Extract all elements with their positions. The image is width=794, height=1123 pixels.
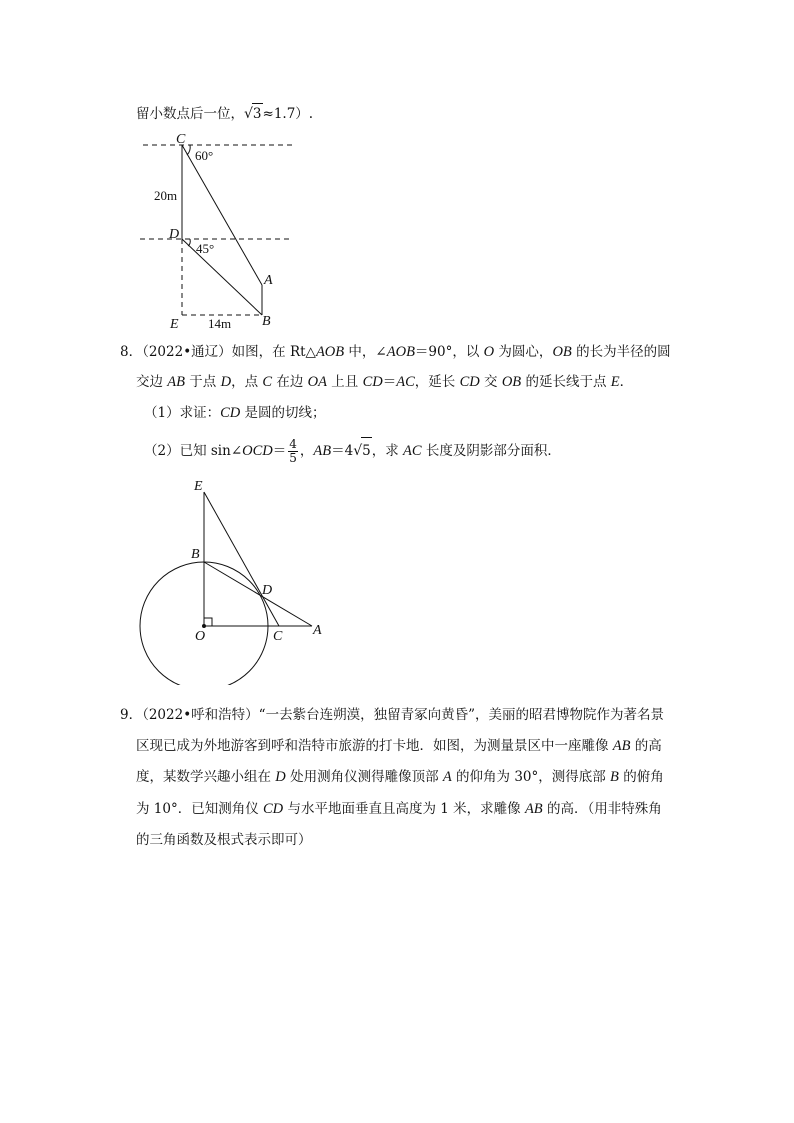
q8-text: ＝ [382, 374, 397, 390]
q8-text: （2）已知 sin∠ [144, 443, 243, 459]
fig7-angle-c: 60° [195, 148, 214, 163]
sqrt-sign: √ [353, 443, 363, 459]
q8-var: AC [396, 374, 415, 390]
q8-var: AB [313, 443, 332, 459]
q9-var: AB [524, 801, 543, 817]
q8-var: D [220, 374, 232, 390]
q9-text: 处用测角仪测得雕像顶部 [285, 769, 443, 785]
q8-text: 的延长线于点 [521, 374, 611, 390]
q9-text: 的三角函数及根式表示即可） [136, 832, 312, 848]
fraction-denominator: 5 [289, 451, 297, 465]
q8-var: AC [403, 443, 422, 459]
q9-source: （2022•呼和浩特） [142, 707, 259, 723]
q9-text: 的高 [630, 738, 662, 754]
q8-text: 于点 [185, 374, 221, 390]
q8-var: OA [307, 374, 327, 390]
q8-text: 如图，在 Rt△ [231, 344, 316, 360]
fig7-label-d: D [169, 227, 180, 242]
q8-part-2 [144, 437, 561, 465]
q8-text: （1）求证： [144, 405, 221, 421]
q8-text: ，点 [231, 374, 263, 390]
q8-text: 上且 [327, 374, 363, 390]
fraction-numerator: 4 [289, 437, 297, 451]
fig8-label-b: B [191, 547, 200, 562]
q8-text: ＝4 [331, 443, 354, 459]
q8-var: E [610, 374, 620, 390]
fraction [288, 438, 298, 465]
q8-var: OB [501, 374, 522, 390]
q9-number: 9． [120, 707, 143, 723]
q9-line-4 [136, 799, 662, 819]
q9-var: A [442, 769, 452, 785]
segment-ec [204, 492, 279, 626]
q8-text: 长度及阴影部分面积． [421, 443, 561, 459]
sqrt-radicand: 3 [252, 103, 263, 124]
q9-var: AB [612, 738, 631, 754]
q8-part-1 [144, 403, 326, 423]
q8-source: （2022•通辽） [142, 344, 232, 360]
center-point-o [202, 624, 206, 628]
segment-ca [182, 145, 262, 285]
q7-tail-line [136, 103, 313, 124]
q8-text: ＝90°，以 [414, 344, 484, 360]
q8-text: ，延长 [414, 374, 460, 390]
fig7-label-e: E [170, 317, 179, 332]
q8-var: C [262, 374, 273, 390]
q8-text: 交边 [136, 374, 168, 390]
q8-var: CD [459, 374, 480, 390]
q8-text: 的长为半径的圆 [571, 344, 671, 360]
figure-q8 [135, 475, 330, 685]
q9-line-5 [136, 830, 312, 850]
q8-text: 在边 [272, 374, 308, 390]
q9-text: 为 10°．已知测角仪 [136, 801, 264, 817]
q9-text: “一去紫台连朔漠，独留青冢向黄昏”，美丽的昭君博物院作为著名景 [258, 707, 664, 723]
q8-var: O [483, 344, 495, 360]
sqrt-radicand: 5 [361, 437, 372, 464]
q8-line-2 [136, 372, 633, 392]
q8-text: ， [299, 443, 314, 459]
q8-text: ． [619, 374, 634, 390]
fig7-angle-d: 45° [196, 241, 215, 256]
sqrt-sign: √ [244, 106, 253, 122]
q9-var: D [275, 769, 286, 785]
q9-var: B [610, 769, 619, 785]
q9-text: 与水平地面垂直且高度为 1 米，求雕像 [283, 801, 525, 817]
fig8-label-o: O [195, 629, 206, 644]
q8-number: 8． [120, 344, 143, 360]
q9-text: 的俯角 [618, 769, 664, 785]
fig8-label-c: C [273, 629, 283, 644]
q8-var: AOB [315, 344, 345, 360]
segment-ba [204, 562, 312, 626]
q8-var: OCD [242, 443, 273, 459]
q8-var: AB [167, 374, 186, 390]
fig7-label-a: A [264, 273, 273, 288]
q7-tail-text: 留小数点后一位， [136, 106, 244, 122]
q9-text: 区现已成为外地游客到呼和浩特市旅游的打卡地．如图，为测量景区中一座雕像 [136, 738, 613, 754]
fig7-label-20m: 20m [154, 188, 178, 203]
q9-text: 的仰角为 30°，测得底部 [451, 769, 611, 785]
figure-q7 [140, 130, 310, 335]
q8-text: 为圆心， [494, 344, 553, 360]
segment-db [182, 239, 262, 315]
q8-line-1 [120, 342, 671, 362]
q8-var: CD [220, 405, 241, 421]
q7-tail-approx: ≈1.7）. [262, 106, 314, 122]
q9-text: 的高．（用非特殊角 [542, 801, 662, 817]
fig8-label-e: E [194, 479, 203, 494]
q8-text: 中，∠ [344, 344, 387, 360]
q8-text: 是圆的切线； [240, 405, 326, 421]
q9-line-3 [136, 767, 664, 787]
fig7-label-c: C [176, 132, 186, 147]
q9-text: 度，某数学兴趣小组在 [136, 769, 276, 785]
q8-var: AOB [386, 344, 415, 360]
q9-line-2 [136, 736, 662, 756]
q8-text: ，求 [371, 443, 404, 459]
q8-text: 交 [479, 374, 502, 390]
fig8-label-d: D [262, 583, 273, 598]
q8-text: ＝ [272, 443, 287, 459]
q8-var: CD [362, 374, 383, 390]
fig8-label-a: A [313, 623, 322, 638]
fig7-label-14m: 14m [208, 316, 232, 331]
angle-arc-c [187, 145, 190, 155]
fig7-label-b: B [262, 314, 271, 329]
q8-var: OB [552, 344, 572, 360]
q9-var: CD [263, 801, 284, 817]
q9-line-1 [120, 705, 664, 725]
